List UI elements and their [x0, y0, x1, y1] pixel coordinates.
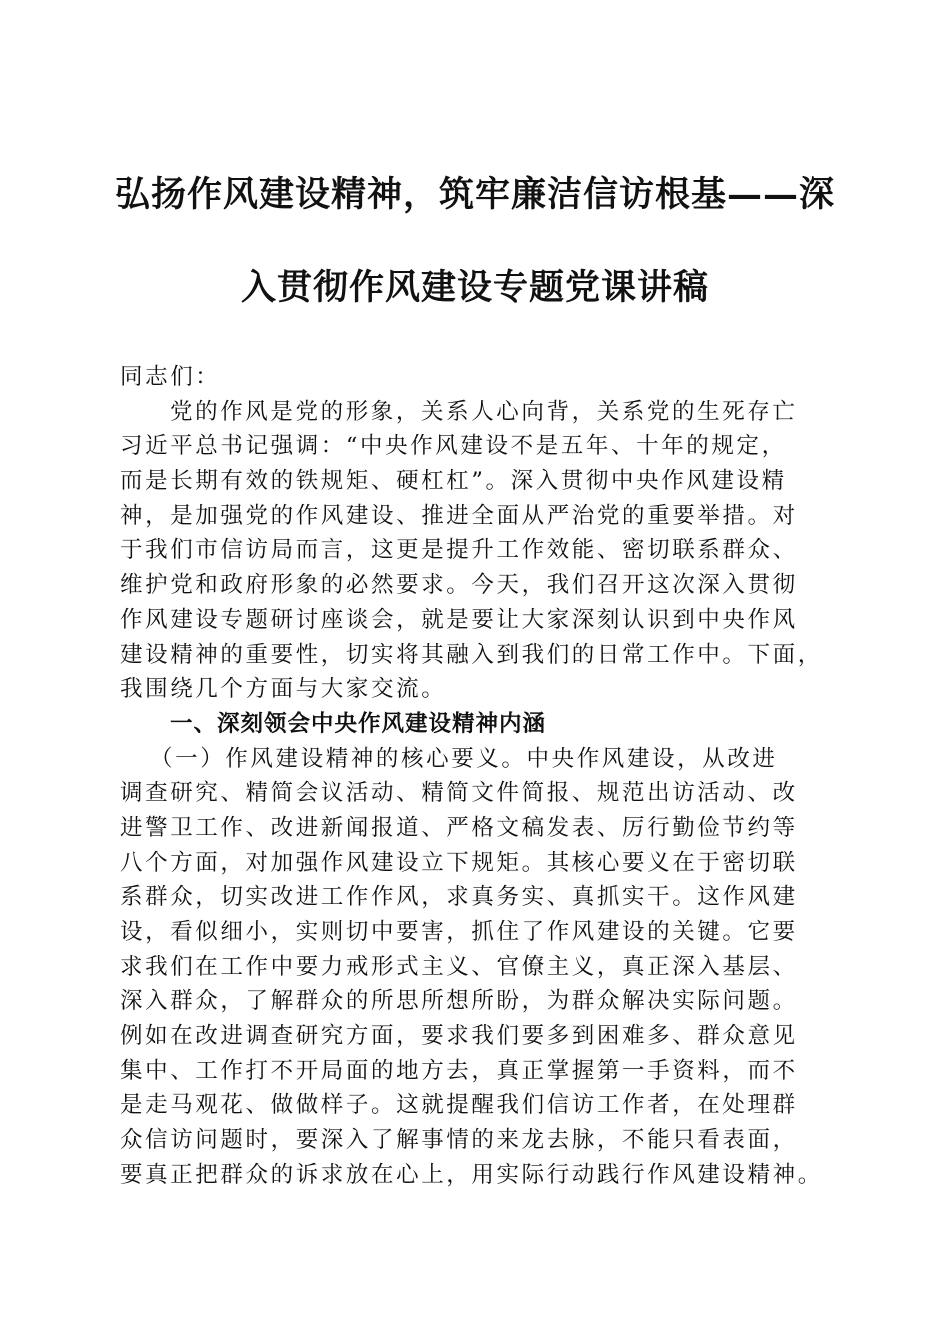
paragraph-1-line: 习近平总书记强调：“中央作风建设不是五年、十年的规定， — [120, 433, 787, 460]
paragraph-2-line: 众信访问题时，要深入了解事情的来龙去脉，不能只看表面， — [120, 1127, 798, 1154]
paragraph-1-line: 建设精神的重要性，切实将其融入到我们的日常工作中。下面， — [120, 641, 823, 668]
paragraph-2-line: 系群众，切实改进工作作风，求真务实、真抓实干。这作风建 — [120, 884, 798, 911]
paragraph-1-line: 党的作风是党的形象，关系人心向背，关系党的生死存亡 — [170, 398, 798, 425]
paragraph-2-line: （一）作风建设精神的核心要义。中央作风建设，从改进 — [150, 745, 778, 772]
paragraph-1-line: 神，是加强党的作风建设、推进全面从严治党的重要举措。对 — [120, 502, 798, 529]
paragraph-1-line: 我围绕几个方面与大家交流。 — [120, 676, 447, 703]
paragraph-1-line: 维护党和政府形象的必然要求。今天，我们召开这次深入贯彻 — [120, 572, 798, 599]
paragraph-2-line: 调查研究、精简会议活动、精简文件简报、规范出访活动、改 — [120, 780, 798, 807]
document-title-line-1: 弘扬作风建设精神，筑牢廉洁信访根基——深 — [114, 174, 835, 215]
paragraph-2-line: 是走马观花、做做样子。这就提醒我们信访工作者，在处理群 — [120, 1092, 798, 1119]
paragraph-2-line: 集中、工作打不开局面的地方去，真正掌握第一手资料，而不 — [120, 1057, 798, 1084]
paragraph-1-line: 而是长期有效的铁规矩、硬杠杠”。深入贯彻中央作风建设精 — [120, 468, 787, 495]
paragraph-2-line: 进警卫工作、改进新闻报道、严格文稿发表、厉行勤俭节约等 — [120, 814, 798, 841]
document-title-line-2: 入贯彻作风建设专题党课讲稿 — [240, 267, 709, 308]
section-heading: 一、深刻领会中央作风建设精神内涵 — [170, 710, 547, 737]
paragraph-2-line: 求我们在工作中要力戒形式主义、官僚主义，真正深入基层、 — [120, 953, 798, 980]
paragraph-1-line: 于我们市信访局而言，这更是提升工作效能、密切联系群众、 — [120, 537, 798, 564]
paragraph-1-line: 作风建设专题研讨座谈会，就是要让大家深刻认识到中央作风 — [120, 606, 798, 633]
paragraph-2-line: 例如在改进调查研究方面，要求我们要多到困难多、群众意见 — [120, 1023, 798, 1050]
paragraph-2-line: 八个方面，对加强作风建设立下规矩。其核心要义在于密切联 — [120, 849, 798, 876]
salutation: 同志们： — [120, 364, 221, 390]
paragraph-2-line: 设，看似细小，实则切中要害，抓住了作风建设的关键。它要 — [120, 919, 798, 945]
document-body — [120, 360, 830, 1193]
paragraph-2-line: 要真正把群众的诉求放在心上，用实际行动践行作风建设精神。 — [120, 1161, 823, 1188]
paragraph-2-line: 深入群众，了解群众的所思所想所盼，为群众解决实际问题。 — [120, 988, 798, 1015]
